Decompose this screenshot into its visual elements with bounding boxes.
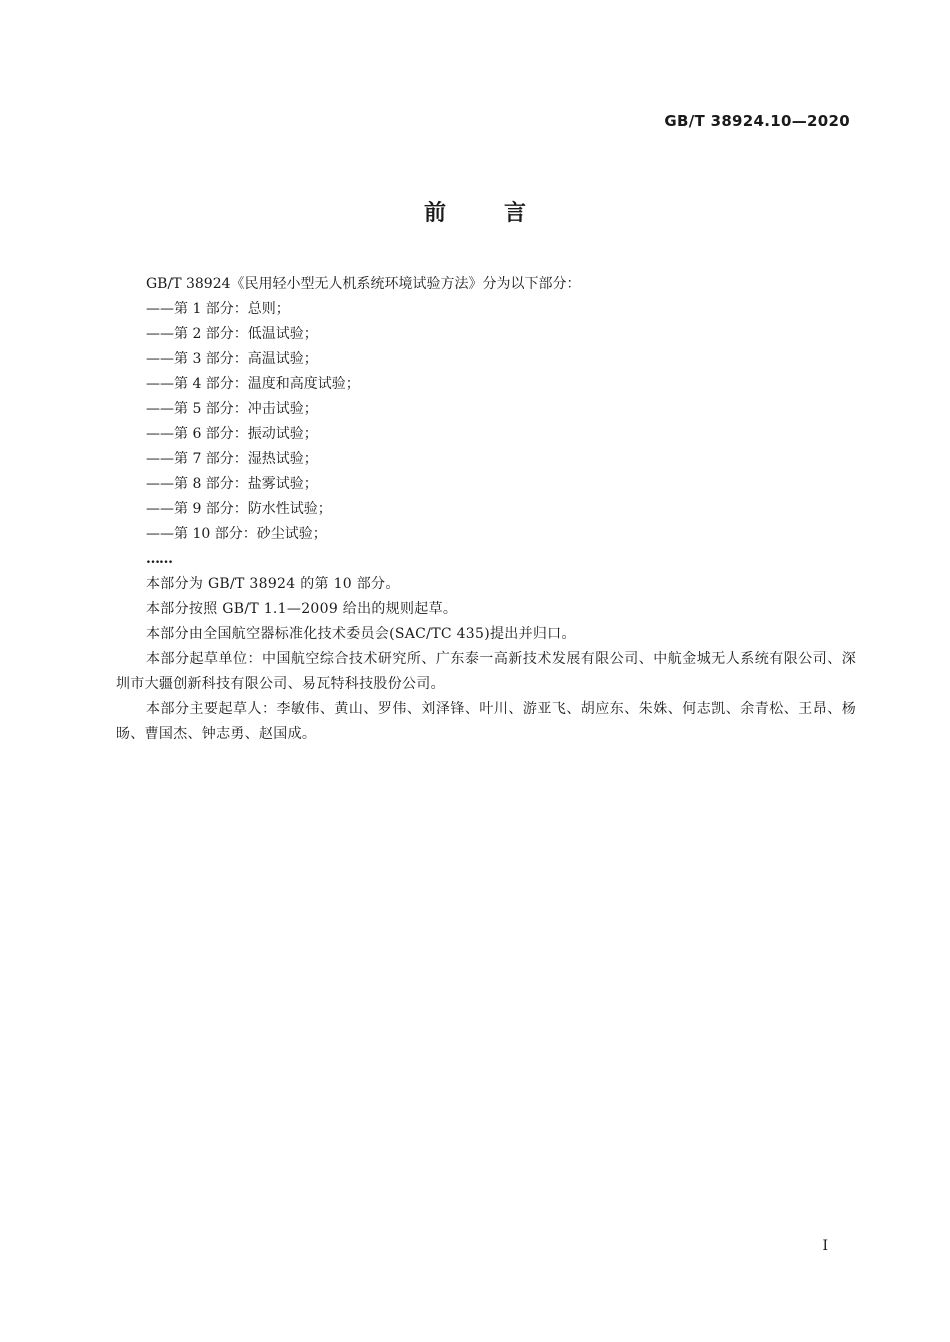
standard-code: GB/T 38924.10—2020 [664,112,850,130]
ellipsis: …… [146,551,172,567]
drafters-paragraph: 本部分主要起草人：李敏伟、黄山、罗伟、刘泽锋、叶川、游亚飞、胡应东、朱姝、何志凯、余青松、王昂、杨旸、曹国杰、钟志勇、赵国成。 [116,701,856,742]
list-item: ——第 7 部分：湿热试验； [146,451,318,467]
list-item: ——第 1 部分：总则； [146,301,290,317]
list-item: ——第 2 部分：低温试验； [146,326,318,342]
drafting-units-paragraph: 本部分起草单位：中国航空综合技术研究所、广东泰一高新技术发展有限公司、中航金城无人系统有限公司、深圳市大疆创新科技有限公司、易瓦特科技股份公司。 [116,651,856,692]
foreword-body [116,272,856,747]
page-title: 前言 [423,201,584,226]
paragraph: 本部分按照 GB/T 1.1—2009 给出的规则起草。 [146,601,458,617]
paragraph: 本部分为 GB/T 38924 的第 10 部分。 [146,576,400,592]
list-item: ——第 3 部分：高温试验； [146,351,318,367]
list-item: ——第 5 部分：冲击试验； [146,401,318,417]
page-number: I [822,1238,828,1254]
list-item: ——第 4 部分：温度和高度试验； [146,376,360,392]
paragraph: 本部分由全国航空器标准化技术委员会(SAC/TC 435)提出并归口。 [146,626,576,642]
intro-line: GB/T 38924《民用轻小型无人机系统环境试验方法》分为以下部分： [146,276,581,292]
list-item: ——第 10 部分：砂尘试验； [146,526,327,542]
list-item: ——第 6 部分：振动试验； [146,426,318,442]
list-item: ——第 8 部分：盐雾试验； [146,476,318,492]
list-item: ——第 9 部分：防水性试验； [146,501,332,517]
